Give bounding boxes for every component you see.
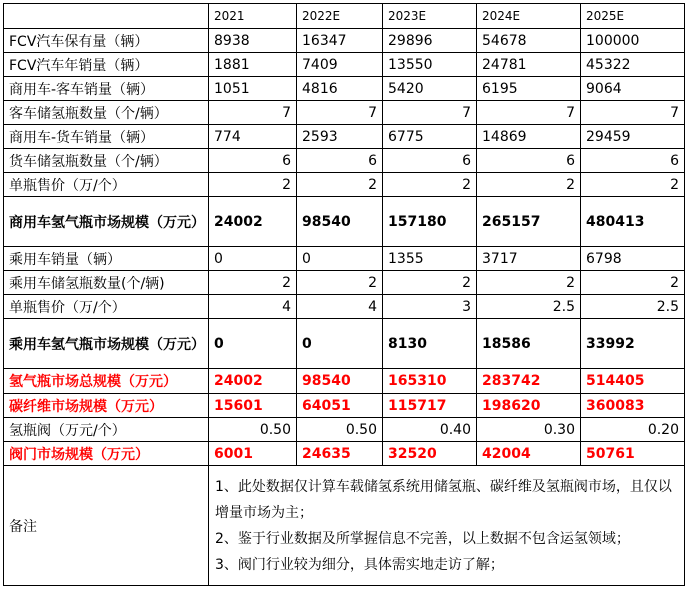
row-label: 乘用车销量（辆） xyxy=(4,247,209,271)
table-cell: 24635 xyxy=(297,442,383,466)
table-row xyxy=(4,271,685,295)
note-line: 1、此处数据仅计算车载储氢系统用储氢瓶、碳纤维及氢瓶阀市场，且仅以增量市场为主； xyxy=(215,478,672,521)
table-cell: 2 xyxy=(209,173,297,197)
table-cell: 774 xyxy=(209,125,297,149)
note-line: 3、阀门行业较为细分，具体需实地走访了解； xyxy=(215,556,504,573)
table-cell: 6798 xyxy=(581,247,685,271)
table-cell: 283742 xyxy=(477,369,581,394)
table-cell: 265157 xyxy=(477,197,581,247)
table-row xyxy=(4,418,685,442)
table-cell: 2593 xyxy=(297,125,383,149)
row-label: 氢气瓶市场总规模（万元） xyxy=(4,369,209,394)
header-cell-blank xyxy=(4,4,209,29)
table-cell: 0.30 xyxy=(477,418,581,442)
table-cell: 24002 xyxy=(209,369,297,394)
table-cell: 50761 xyxy=(581,442,685,466)
table-cell: 33992 xyxy=(581,319,685,369)
table-cell: 2 xyxy=(383,271,477,295)
table-cell: 4 xyxy=(297,295,383,319)
table-cell: 16347 xyxy=(297,29,383,53)
table-cell: 2 xyxy=(383,173,477,197)
table-cell: 0.20 xyxy=(581,418,685,442)
header-cell-2024e: 2024E xyxy=(477,4,581,29)
table-cell: 29459 xyxy=(581,125,685,149)
table-cell: 0 xyxy=(297,319,383,369)
table-cell: 24781 xyxy=(477,53,581,77)
table-cell: 6775 xyxy=(383,125,477,149)
table-cell: 115717 xyxy=(383,394,477,418)
table-cell: 0 xyxy=(209,319,297,369)
table-cell: 7 xyxy=(477,101,581,125)
table-cell: 29896 xyxy=(383,29,477,53)
table-cell: 64051 xyxy=(297,394,383,418)
table-cell: 6 xyxy=(477,149,581,173)
row-label: 商用车-客车销量（辆） xyxy=(4,77,209,101)
table-row xyxy=(4,173,685,197)
table-cell: 98540 xyxy=(297,197,383,247)
row-label: 乘用车储氢瓶数量(个/辆) xyxy=(4,271,209,295)
table-row xyxy=(4,197,685,247)
header-cell-2021: 2021 xyxy=(209,4,297,29)
table-cell: 6 xyxy=(581,149,685,173)
table-row xyxy=(4,319,685,369)
header-cell-2025e: 2025E xyxy=(581,4,685,29)
table-cell: 98540 xyxy=(297,369,383,394)
table-cell: 3717 xyxy=(477,247,581,271)
table-cell: 8130 xyxy=(383,319,477,369)
table-cell: 514405 xyxy=(581,369,685,394)
table-cell: 165310 xyxy=(383,369,477,394)
table-cell: 18586 xyxy=(477,319,581,369)
table-cell: 157180 xyxy=(383,197,477,247)
table-cell: 32520 xyxy=(383,442,477,466)
table-cell: 1051 xyxy=(209,77,297,101)
table-cell: 6 xyxy=(297,149,383,173)
table-cell: 6001 xyxy=(209,442,297,466)
row-label: 商用车-货车销量（辆） xyxy=(4,125,209,149)
table-cell: 6 xyxy=(209,149,297,173)
table-cell: 14869 xyxy=(477,125,581,149)
table-cell: 8938 xyxy=(209,29,297,53)
table-cell: 0 xyxy=(209,247,297,271)
table-cell: 1355 xyxy=(383,247,477,271)
table-cell: 4816 xyxy=(297,77,383,101)
table-cell: 100000 xyxy=(581,29,685,53)
market-size-table xyxy=(3,3,685,586)
table-cell: 6195 xyxy=(477,77,581,101)
table-cell: 7 xyxy=(383,101,477,125)
table-cell: 5420 xyxy=(383,77,477,101)
table-row xyxy=(4,247,685,271)
table-cell: 13550 xyxy=(383,53,477,77)
row-label: 客车储氢瓶数量（个/辆） xyxy=(4,101,209,125)
table-row xyxy=(4,125,685,149)
table-cell: 0.50 xyxy=(209,418,297,442)
row-label: FCV汽车年销量（辆） xyxy=(4,53,209,77)
table-cell: 2 xyxy=(477,173,581,197)
note-line: 2、鉴于行业数据及所掌握信息不完善，以上数据不包含运氢领域； xyxy=(215,530,630,547)
table-row xyxy=(4,149,685,173)
table-cell: 1881 xyxy=(209,53,297,77)
table-row xyxy=(4,29,685,53)
table-cell: 6 xyxy=(383,149,477,173)
table-cell: 54678 xyxy=(477,29,581,53)
table-row xyxy=(4,369,685,394)
table-row xyxy=(4,53,685,77)
header-row xyxy=(4,4,685,29)
table-cell: 2 xyxy=(581,173,685,197)
table-cell: 7 xyxy=(297,101,383,125)
note-text xyxy=(209,466,685,586)
row-label: 氢瓶阀（万元/个） xyxy=(4,418,209,442)
table-cell: 2 xyxy=(297,173,383,197)
table-cell: 15601 xyxy=(209,394,297,418)
header-cell-2023e: 2023E xyxy=(383,4,477,29)
row-label: FCV汽车保有量（辆） xyxy=(4,29,209,53)
table-cell: 24002 xyxy=(209,197,297,247)
table-cell: 2.5 xyxy=(581,295,685,319)
table-row xyxy=(4,295,685,319)
table-row xyxy=(4,101,685,125)
table-cell: 2 xyxy=(477,271,581,295)
table-cell: 7409 xyxy=(297,53,383,77)
table-cell: 2 xyxy=(209,271,297,295)
table-cell: 7 xyxy=(581,101,685,125)
table-cell: 42004 xyxy=(477,442,581,466)
table-row xyxy=(4,442,685,466)
table-cell: 0.50 xyxy=(297,418,383,442)
table-cell: 2 xyxy=(581,271,685,295)
table-cell: 0 xyxy=(297,247,383,271)
table-cell: 0.40 xyxy=(383,418,477,442)
header-cell-2022e: 2022E xyxy=(297,4,383,29)
table-cell: 45322 xyxy=(581,53,685,77)
row-label: 乘用车氢气瓶市场规模（万元） xyxy=(4,319,209,369)
row-label: 阀门市场规模（万元） xyxy=(4,442,209,466)
table-cell: 2.5 xyxy=(477,295,581,319)
row-label: 货车储氢瓶数量（个/辆） xyxy=(4,149,209,173)
table-cell: 480413 xyxy=(581,197,685,247)
row-label: 碳纤维市场规模（万元） xyxy=(4,394,209,418)
table-body xyxy=(4,4,685,586)
note-label: 备注 xyxy=(4,466,209,586)
table-cell: 3 xyxy=(383,295,477,319)
row-label: 商用车氢气瓶市场规模（万元） xyxy=(4,197,209,247)
table-cell: 4 xyxy=(209,295,297,319)
table-cell: 198620 xyxy=(477,394,581,418)
note-row xyxy=(4,466,685,586)
table-cell: 9064 xyxy=(581,77,685,101)
row-label: 单瓶售价（万/个） xyxy=(4,295,209,319)
table-row xyxy=(4,77,685,101)
row-label: 单瓶售价（万/个） xyxy=(4,173,209,197)
table-cell: 7 xyxy=(209,101,297,125)
table-row xyxy=(4,394,685,418)
table-cell: 2 xyxy=(297,271,383,295)
table-cell: 360083 xyxy=(581,394,685,418)
